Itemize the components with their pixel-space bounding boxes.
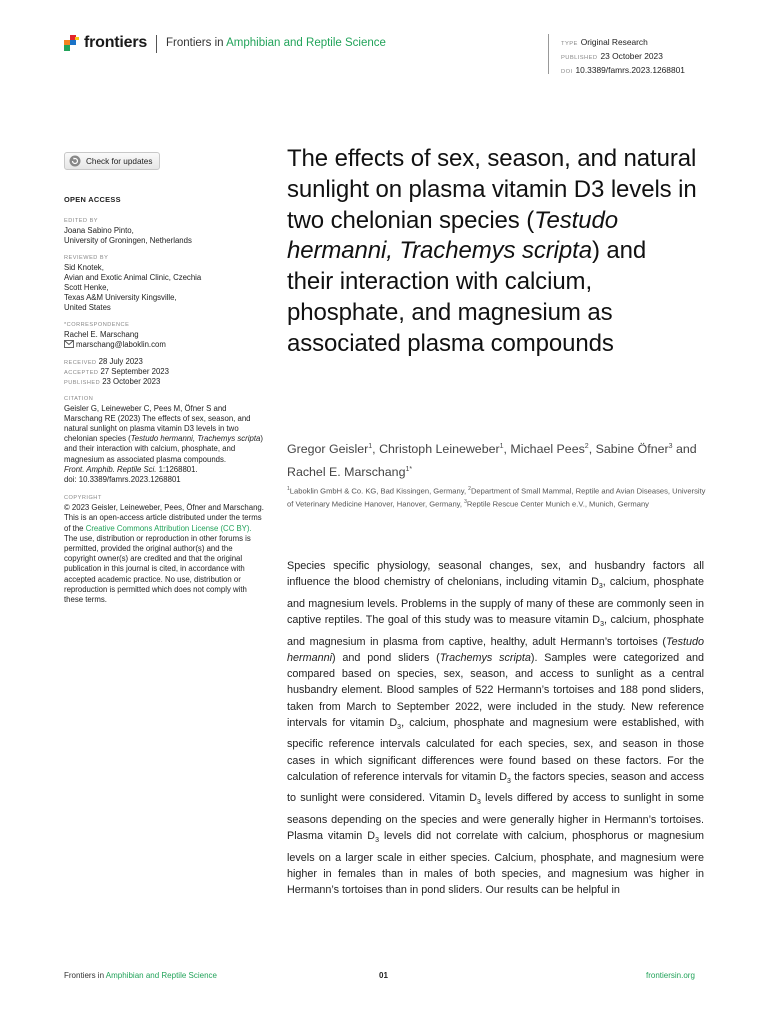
abstract: Species specific physiology, seasonal changes, sex, and husbandry factors all influence the blood chemistry of chelonians, including vitamin $D_3$, calcium, phosphate and magnesium levels. Problems in the supply of many of these are commonly seen in captive reptiles. The goal of this study was to measure vitamin $D_3$, calcium, phosphate and magnesium in plasma from captive, healthy, adult Hermann’s tortoises (Testudo hermanni) and pond sliders (Trachemys scripta). Samples were categorized and compared based on species, sex, season, and access to sunlight as a central husbandry element. Blood samples of 522 Hermann’s tortoises and 188 pond sliders, taken from March to September 2022, were included in the study. New reference intervals for vitamin $D_3$, calcium, phosphate and magnesium were established, with specific reference intervals calculated for each species, sex, and season in those cases in which significant differences were found based on these factors. For the calculation of reference intervals for vitamin $D_3$ the factors species, season and access to sunlight were considered. Vitamin $D_3$ levels differed by access to sunlight in some seasons depending on the species and were generally higher in Hermann’s tortoises. Plasma vitamin $D_3$ levels did not correlate with calcium, phosphorus or magnesium levels on a larger scale in either species. Calcium, phosphate, and magnesium were higher in females than in males of both species, and magnesium was higher in Hermann’s tortoises than in pond sliders. Our results can be helpful in — [287, 560, 705, 897]
citation-section: CITATION Geisler G, Leineweber C, Pees M, Öfner S and Marschang RE (2023) The effects of sex, season, and natural sunlight on plasma vitamin D3 levels in two chelonian species (Testudo hermanni, Trachemys scripta) and their interaction with calcium, phosphate, and magnesium as associated plasma compounds. Front. Amphib. Reptile Sci. 1:1268801. doi: 10.3389/famrs.2023.1268801 — [64, 395, 263, 485]
footer-site-link[interactable]: frontiersin.org — [646, 971, 695, 980]
check-for-updates-button[interactable]: Check for updates — [64, 152, 160, 170]
header-divider — [156, 35, 157, 53]
correspondence-email[interactable]: marschang@laboklin.com — [64, 340, 264, 350]
dates-section: RECEIVED 28 July 2023 ACCEPTED 27 September 2023 PUBLISHED 23 October 2023 — [64, 357, 169, 387]
frontiers-logo-icon — [64, 35, 80, 51]
author-name[interactable]: Rachel E. Marschang$^{1*}$ — [287, 464, 413, 479]
author-list: Gregor Geisler$^1$, Christoph Leineweber$^1$, Michael Pees$^2$, Sabine Öfner$^3$ and Rachel E. Marschang$^{1*}$ — [287, 442, 697, 479]
article-title: The effects of sex, season, and natural sunlight on plasma vitamin D3 levels in two chelonian species (Testudo hermanni, Trachemys scripta) and their interaction with calcium, phosphate, and magnesium as associated plasma compounds — [287, 145, 697, 357]
article-type: Original Research — [580, 37, 648, 47]
footer-journal-link[interactable]: Frontiers in Amphibian and Reptile Science — [64, 971, 217, 980]
journal-name[interactable]: Frontiers in Amphibian and Reptile Science — [166, 37, 386, 49]
page-number: 01 — [379, 971, 388, 980]
author-name[interactable]: Gregor Geisler$^1$ — [287, 442, 373, 457]
article-sidebar — [64, 192, 264, 612]
correspondence-section: *CORRESPONDENCE Rachel E. Marschang marschang@laboklin.com — [64, 321, 264, 350]
reviewed-by-section: REVIEWED BY Sid Knotek, Avian and Exotic Animal Clinic, Czechia Scott Henke, Texas A&M University Kingsville, United States — [64, 254, 202, 313]
meta-divider — [548, 34, 549, 74]
frontiers-logo[interactable] — [64, 34, 147, 52]
edited-by-section: EDITED BY Joana Sabino Pinto, University of Groningen, Netherlands — [64, 218, 192, 246]
envelope-icon — [64, 340, 74, 348]
cc-by-license-link[interactable]: Creative Commons Attribution License (CC BY). — [85, 523, 252, 533]
doi-link[interactable]: 10.3389/famrs.2023.1268801 — [575, 65, 685, 75]
refresh-icon — [69, 155, 81, 167]
published-date: 23 October 2023 — [600, 51, 663, 61]
open-access-label: OPEN ACCESS — [64, 195, 121, 204]
author-name[interactable]: Sabine Öfner$^3$ — [595, 442, 673, 457]
citation-doi[interactable]: doi: 10.3389/famrs.2023.1268801 — [64, 475, 181, 485]
author-name[interactable]: Michael Pees$^2$ — [510, 442, 589, 457]
copyright-section: COPYRIGHT © 2023 Geisler, Leineweber, Pees, Öfner and Marschang. This is an open-access article distributed under the terms of the Creative Commons Attribution License (CC BY). The use, distribution or reproduction in other forums is permitted, provided the original author(s) and the copyright owner(s) are credited and that the original publication in this journal is cited, in accordance with accepted academic practice. No use, distribution or reproduction is permitted which does not comply with these terms. — [64, 495, 264, 605]
author-name[interactable]: Christoph Leineweber$^1$ — [379, 442, 504, 457]
affiliations: $^1$Laboklin GmbH & Co. KG, Bad Kissingen, Germany, $^2$Department of Small Mammal, Reptile and Avian Diseases, University of Veterinary Medicine Hanover, Hanover, Germany, $^3$Reptile Rescue Center Munich e.V., Munich, Germany — [287, 486, 706, 509]
article-meta: TYPE Original Research PUBLISHED 23 October 2023 DOI 10.3389/famrs.2023.1268801 — [561, 37, 685, 75]
brand-wordmark: frontiers — [84, 34, 148, 51]
